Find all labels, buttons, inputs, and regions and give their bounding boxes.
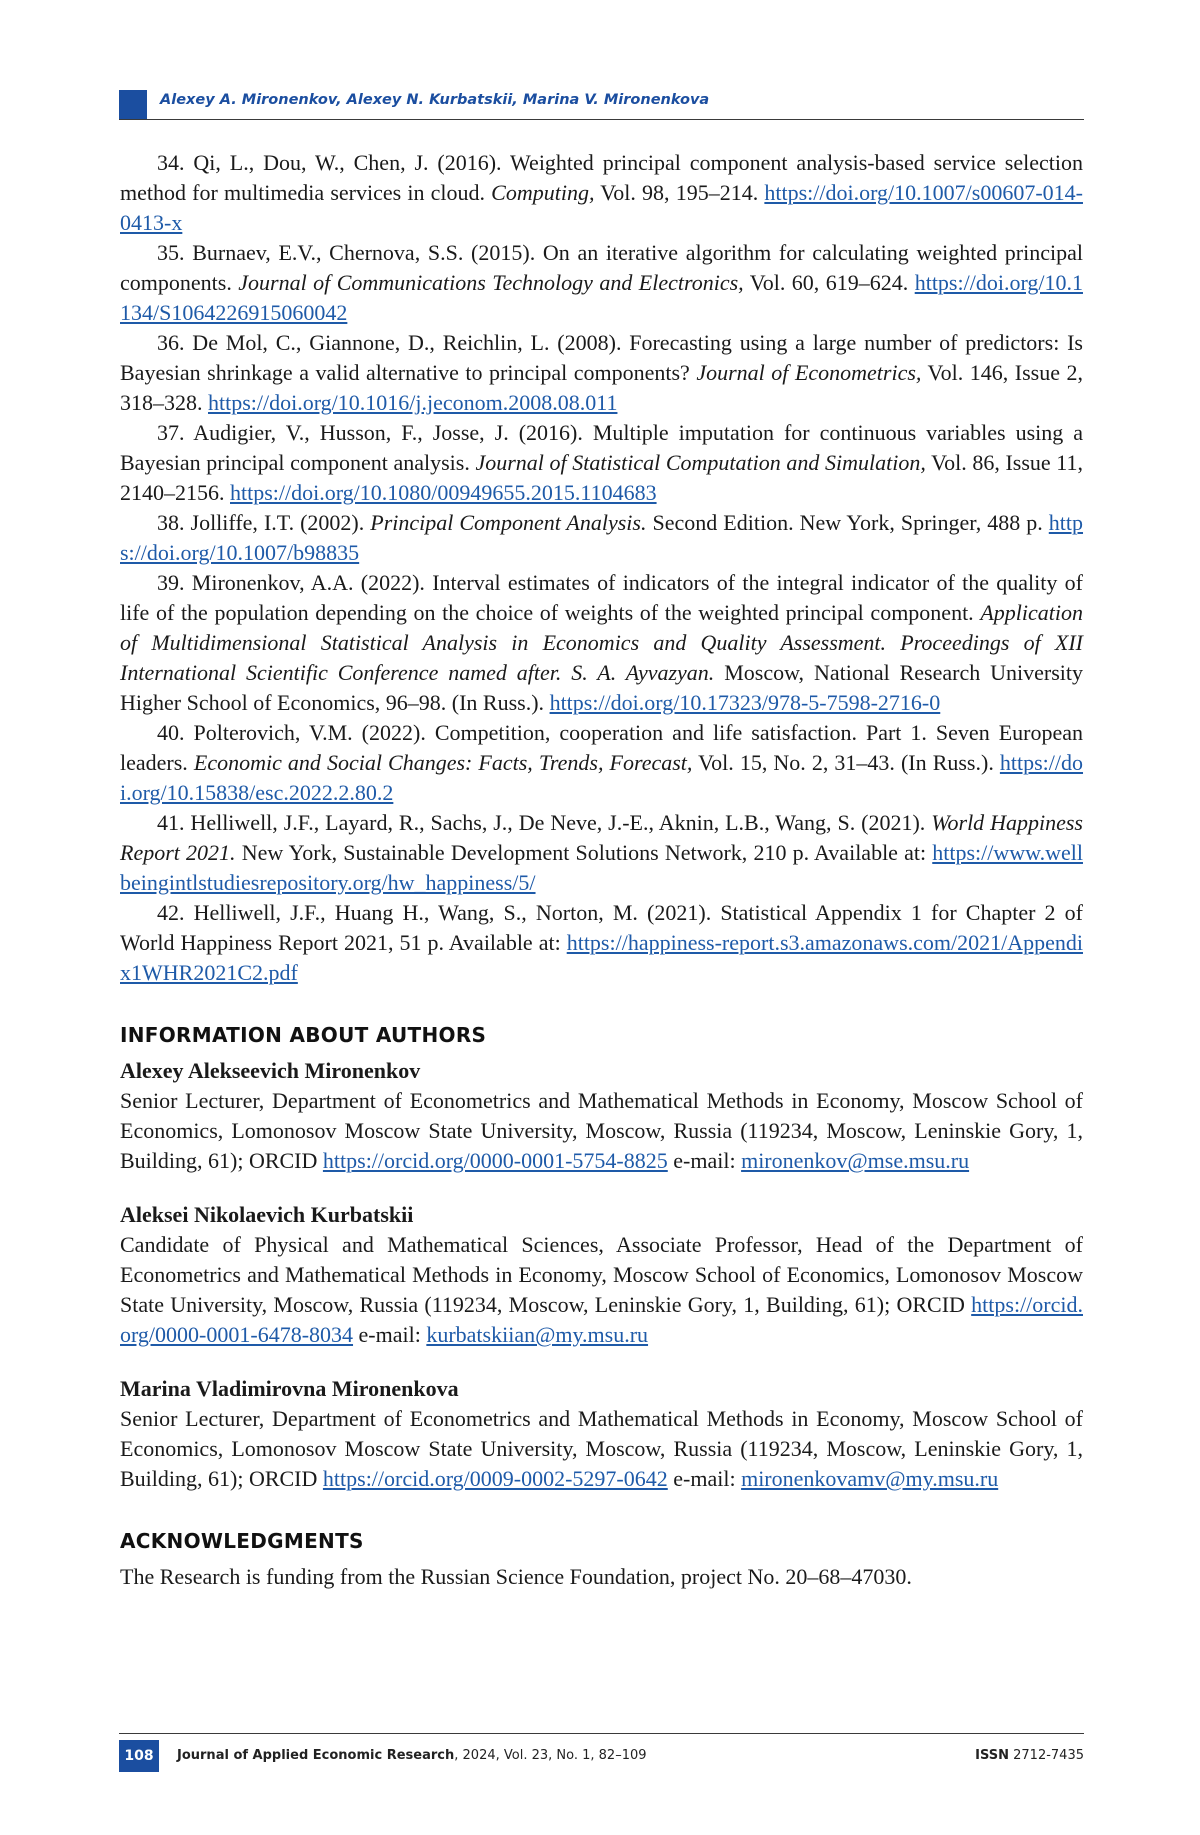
running-header-authors: Alexey A. Mironenkov, Alexey N. Kurbatskii, Marina V. Mironenkova bbox=[160, 92, 710, 108]
reference-item bbox=[120, 238, 1083, 328]
reference-item bbox=[120, 418, 1083, 508]
reference-text: 41. Helliwell, J.F., Layard, R., Sachs, J., De Neve, J.-E., Aknin, L.B., Wang, S. (2021). bbox=[157, 810, 932, 835]
author-name: Alexey Alekseevich Mironenkov bbox=[120, 1058, 421, 1083]
footer-journal-citation bbox=[177, 1748, 647, 1763]
email-label: e-mail: bbox=[353, 1322, 427, 1347]
reference-doi-link[interactable]: https://doi.org/10.17323/978-5-7598-2716-0 bbox=[549, 690, 941, 715]
author-affiliation: Candidate of Physical and Mathematical Sciences, Associate Professor, Head of the Department of Econometrics and Mathematical Methods in Economy, Moscow School of Economics, Lomonosov Moscow State University, Moscow, Russia (119234, Moscow, Leninskie Gory, 1, Building, 61); ORCID bbox=[120, 1232, 1083, 1317]
author-description bbox=[120, 1086, 1083, 1176]
reference-doi-link[interactable]: https://doi.org/10.1134/S1064226915060042 bbox=[120, 270, 1083, 325]
reference-details: Vol. 146, Issue 2, 318–328. bbox=[120, 360, 1083, 415]
reference-source: Principal Component Analysis. bbox=[370, 510, 647, 535]
email-link[interactable]: kurbatskiian@my.msu.ru bbox=[426, 1322, 649, 1347]
author-affiliation: Senior Lecturer, Department of Econometrics and Mathematical Methods in Economy, Moscow School of Economics, Lomonosov Moscow State University, Moscow, Russia (119234, Moscow, Leninskie Gory, 1, Building, 61); ORCID bbox=[120, 1088, 1083, 1173]
email-label: e-mail: bbox=[667, 1148, 742, 1173]
acknowledgments-text: The Research is funding from the Russian Science Foundation, project No. 20–68–47030. bbox=[120, 1564, 912, 1589]
orcid-link[interactable]: https://orcid.org/0000-0001-5754-8825 bbox=[322, 1148, 668, 1173]
reference-item bbox=[120, 568, 1083, 718]
reference-source: Journal of Communications Technology and Electronics, bbox=[238, 270, 744, 295]
reference-text: 35. Burnaev, E.V., Chernova, S.S. (2015). On an iterative algorithm for calculating weighted principal components. bbox=[120, 240, 1083, 295]
reference-url-link[interactable]: https://www.wellbeingintlstudiesrepository.org/hw_happiness/5/ bbox=[120, 840, 1083, 895]
reference-source: Journal of Econometrics, bbox=[696, 360, 922, 385]
email-link[interactable]: mironenkov@mse.msu.ru bbox=[741, 1148, 970, 1173]
reference-source: Economic and Social Changes: Facts, Trends, Forecast, bbox=[193, 750, 693, 775]
authors-section-heading: INFORMATION ABOUT AUTHORS bbox=[120, 1023, 487, 1047]
reference-item bbox=[120, 718, 1083, 808]
page-content bbox=[120, 148, 1083, 1592]
orcid-link[interactable]: https://orcid.org/0000-0001-6478-8034 bbox=[120, 1292, 1083, 1347]
author-description bbox=[120, 1230, 1083, 1350]
reference-text: 42. Helliwell, J.F., Huang H., Wang, S., Norton, M. (2021). Statistical Appendix 1 for Chapter 2 of World Happiness Report 2021, 51 p. Available at: bbox=[120, 900, 1083, 955]
reference-details: New York, Sustainable Development Solutions Network, 210 p. Available at: bbox=[235, 840, 933, 865]
author-affiliation: Senior Lecturer, Department of Econometrics and Mathematical Methods in Economy, Moscow School of Economics, Lomonosov Moscow State University, Moscow, Russia (119234, Moscow, Leninskie Gory, 1, Building, 61); ORCID bbox=[120, 1406, 1083, 1491]
reference-item bbox=[120, 508, 1083, 568]
reference-item bbox=[120, 148, 1083, 238]
footer-issn bbox=[975, 1748, 1084, 1763]
author-entry bbox=[120, 1200, 1083, 1350]
reference-details: Second Edition. New York, Springer, 488 p. bbox=[646, 510, 1049, 535]
footer-divider bbox=[119, 1733, 1084, 1734]
reference-item bbox=[120, 898, 1083, 988]
email-label: e-mail: bbox=[667, 1466, 742, 1491]
author-entry bbox=[120, 1374, 1083, 1494]
acknowledgments-heading: ACKNOWLEDGMENTS bbox=[120, 1529, 364, 1553]
page-number: 108 bbox=[119, 1740, 159, 1772]
reference-details: Vol. 60, 619–624. bbox=[743, 270, 915, 295]
reference-details: Vol. 98, 195–214. bbox=[594, 180, 765, 205]
reference-doi-link[interactable]: https://doi.org/10.15838/esc.2022.2.80.2 bbox=[120, 750, 1084, 805]
reference-text: 38. Jolliffe, I.T. (2002). bbox=[157, 510, 371, 535]
reference-doi-link[interactable]: https://doi.org/10.1080/00949655.2015.1104683 bbox=[230, 480, 657, 505]
email-link[interactable]: mironenkovamv@my.msu.ru bbox=[741, 1466, 999, 1491]
reference-details: Moscow, National Research University Higher School of Economics, 96–98. (In Russ.). bbox=[120, 660, 1083, 715]
reference-source: Application of Multidimensional Statistical Analysis in Economics and Quality Assessment. Proceedings of XII International Scientific Conference named after. S. A. Ayvazyan. bbox=[120, 600, 1083, 685]
author-description bbox=[120, 1404, 1083, 1494]
reference-details: Vol. 15, No. 2, 31–43. (In Russ.). bbox=[692, 750, 1000, 775]
journal-name: Journal of Applied Economic Research bbox=[177, 1748, 455, 1763]
reference-doi-link[interactable]: https://doi.org/10.1007/b98835 bbox=[120, 510, 1084, 565]
reference-url-link[interactable]: https://happiness-report.s3.amazonaws.com/2021/Appendix1WHR2021C2.pdf bbox=[120, 930, 1083, 985]
author-name: Aleksei Nikolaevich Kurbatskii bbox=[120, 1202, 414, 1227]
header-divider bbox=[119, 119, 1084, 120]
reference-source: Journal of Statistical Computation and Simulation, bbox=[475, 450, 926, 475]
header-accent-block bbox=[119, 90, 147, 120]
reference-list bbox=[120, 148, 1083, 988]
author-name: Marina Vladimirovna Mironenkova bbox=[120, 1376, 459, 1401]
reference-text: 36. De Mol, C., Giannone, D., Reichlin, L. (2008). Forecasting using a large number of predictors: Is Bayesian shrinkage a valid alternative to principal components? bbox=[120, 330, 1083, 385]
reference-doi-link[interactable]: https://doi.org/10.1016/j.jeconom.2008.08.011 bbox=[208, 390, 618, 415]
reference-item bbox=[120, 808, 1083, 898]
issn-value: 2712-7435 bbox=[1009, 1748, 1084, 1763]
reference-text: 39. Mironenkov, A.A. (2022). Interval estimates of indicators of the integral indicator of the quality of life of the population depending on the choice of weights of the weighted principal component. bbox=[120, 570, 1083, 625]
issn-label: ISSN bbox=[975, 1748, 1009, 1763]
reference-item bbox=[120, 328, 1083, 418]
reference-details: Vol. 86, Issue 11, 2140–2156. bbox=[120, 450, 1083, 505]
reference-doi-link[interactable]: https://doi.org/10.1007/s00607-014-0413-x bbox=[120, 180, 1083, 235]
reference-text: 34. Qi, L., Dou, W., Chen, J. (2016). Weighted principal component analysis-based service selection method for multimedia services in cloud. bbox=[120, 150, 1083, 205]
reference-source: World Happiness Report 2021. bbox=[120, 810, 1083, 865]
orcid-link[interactable]: https://orcid.org/0009-0002-5297-0642 bbox=[322, 1466, 668, 1491]
reference-source: Computing, bbox=[491, 180, 595, 205]
author-entry bbox=[120, 1056, 1083, 1176]
reference-text: 40. Polterovich, V.M. (2022). Competition, cooperation and life satisfaction. Part 1. Seven European leaders. bbox=[120, 720, 1083, 775]
journal-details: , 2024, Vol. 23, No. 1, 82–109 bbox=[454, 1748, 647, 1763]
reference-text: 37. Audigier, V., Husson, F., Josse, J. (2016). Multiple imputation for continuous variables using a Bayesian principal component analysis. bbox=[120, 420, 1083, 475]
